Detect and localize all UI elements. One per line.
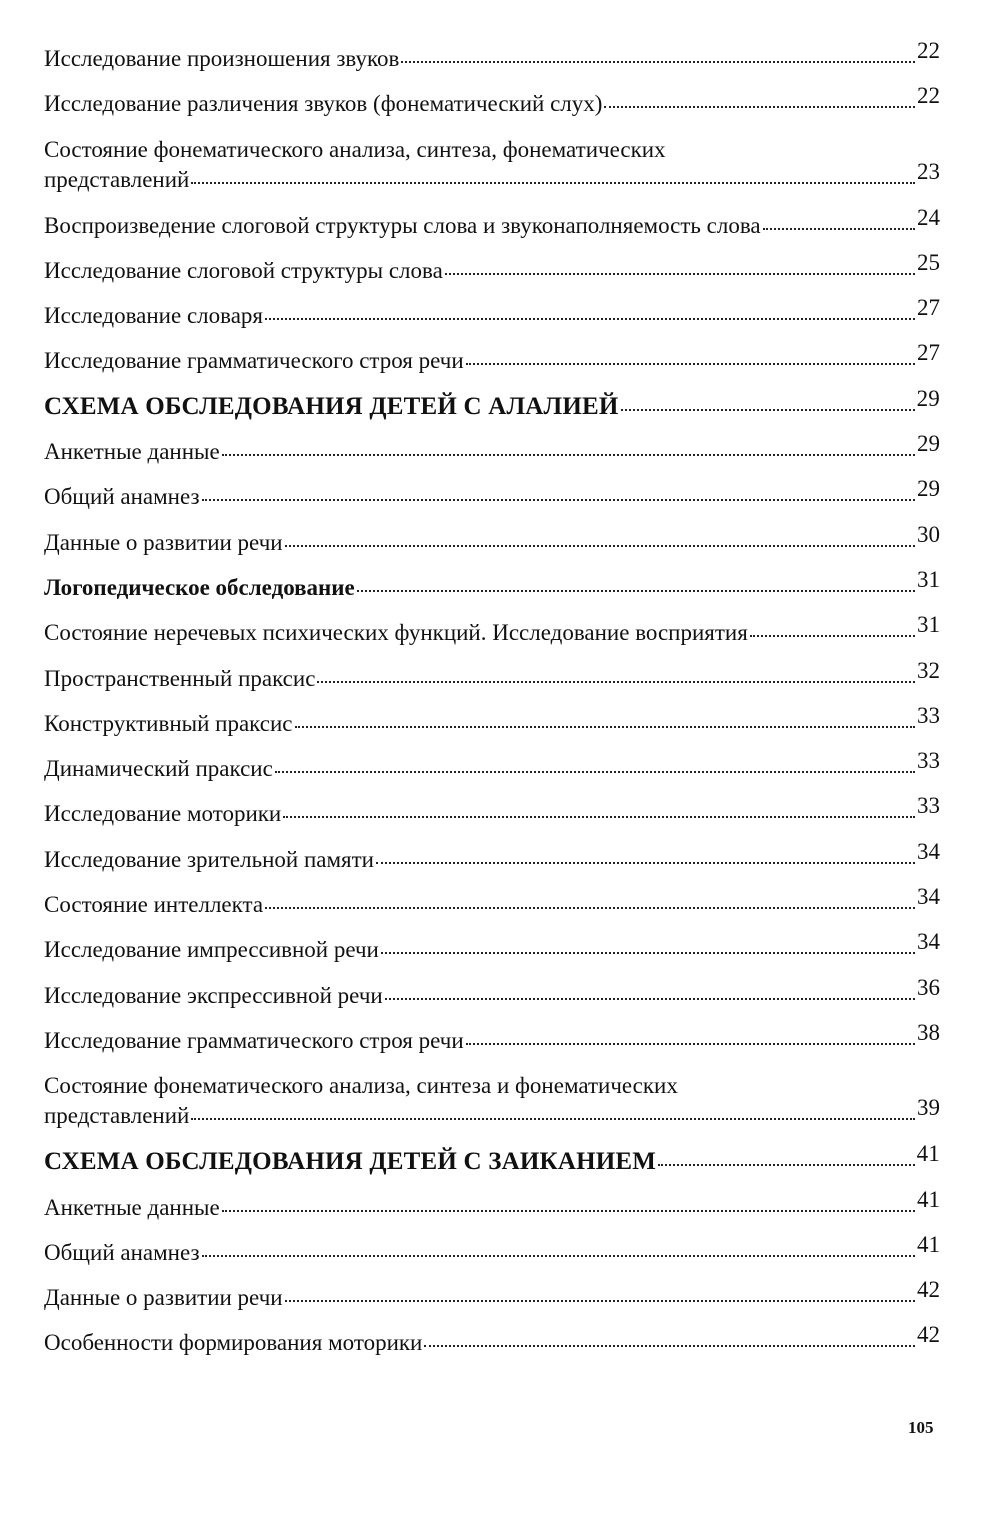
toc-entry-page: 22 (917, 38, 940, 63)
toc-entry-title: Общий анамнез (44, 1239, 200, 1265)
dot-leader (317, 681, 915, 683)
dot-leader (222, 454, 915, 456)
dot-leader (381, 952, 915, 954)
toc-entry-title: Динамический праксис (44, 756, 273, 782)
toc-subheading (44, 566, 940, 603)
dot-leader (401, 61, 915, 63)
toc-entry (44, 431, 940, 467)
dot-leader (265, 907, 915, 909)
toc-entry-page: 41 (917, 1186, 940, 1212)
toc-entry-title: Общий анамнез (44, 484, 200, 510)
toc-entry-title: Исследование зрительной памяти (44, 846, 374, 872)
toc-entry-title: Исследование произношения звуков (44, 46, 400, 71)
toc-entry-title: Исследование слоговой структуры слова (44, 257, 443, 283)
toc-entry-title-line1: Состояние фонематического анализа, синтеза и фонематических (44, 1073, 678, 1099)
dot-leader (466, 1043, 915, 1045)
toc-entry-page: 29 (917, 431, 940, 457)
dot-leader (285, 1300, 915, 1302)
toc-entry-title: представлений (44, 166, 190, 192)
toc-entry-page: 31 (917, 566, 940, 592)
toc-entry-title: Исследование словаря (44, 303, 263, 329)
toc-entry-page: 32 (917, 657, 940, 683)
toc-entry (44, 1071, 940, 1131)
toc-entry (44, 1186, 940, 1223)
toc-section-heading (44, 1141, 940, 1177)
toc-entry-page: 38 (917, 1019, 940, 1045)
toc-entry (44, 1231, 940, 1268)
toc-entry-title: Исследование грамматического строя речи (44, 1027, 464, 1053)
toc-heading-title: СХЕМА ОБСЛЕДОВАНИЯ ДЕТЕЙ С АЛАЛИЕЙ (44, 392, 619, 420)
toc-entry-page: 34 (917, 929, 940, 955)
toc-entry (44, 340, 940, 376)
toc-entry-title: Анкетные данные (44, 1194, 220, 1220)
dot-leader (357, 590, 915, 592)
toc-entry-title: Пространственный праксис (44, 665, 316, 691)
toc-entry-title: Воспроизведение слоговой структуры слова и звуконаполняемость слова (44, 212, 761, 238)
toc-entry (44, 83, 940, 119)
toc-entry-title: Исследование различения звуков (фонематический слух) (44, 91, 603, 117)
toc-entry-page: 29 (916, 385, 940, 411)
toc-entry (44, 929, 940, 965)
toc-entry (44, 838, 940, 875)
dot-leader (202, 499, 915, 501)
toc-entry (44, 748, 940, 784)
toc-entry-page: 30 (917, 521, 940, 547)
toc-entry-page: 33 (917, 702, 940, 728)
dot-leader (283, 816, 915, 818)
toc-entry (44, 702, 940, 739)
toc-entry (44, 884, 940, 920)
toc-entry-title: Особенности формирования моторики (44, 1330, 423, 1356)
dot-leader (191, 182, 915, 184)
toc-entry (44, 1277, 940, 1313)
dot-leader (750, 635, 915, 637)
dot-leader (385, 998, 915, 1000)
toc-entry-title: Исследование экспрессивной речи (44, 982, 383, 1008)
toc-entry-page: 33 (917, 793, 940, 819)
dot-leader (445, 273, 915, 275)
toc-entry (44, 657, 940, 694)
toc-entry-page: 41 (916, 1141, 940, 1167)
toc-entry-page: 24 (917, 204, 940, 230)
toc-entry (44, 521, 940, 558)
toc-entry-title: Данные о развитии речи (44, 1285, 283, 1311)
toc-entry-page: 29 (917, 476, 940, 502)
toc-entry (44, 1019, 940, 1056)
dot-leader (222, 1210, 915, 1212)
toc-entry (44, 793, 940, 829)
toc-entry-title: Исследование грамматического строя речи (44, 348, 464, 374)
toc-entry (44, 204, 940, 241)
dot-leader (265, 318, 915, 320)
dot-leader (191, 1118, 915, 1120)
dot-leader (604, 106, 915, 108)
toc-entry (44, 476, 940, 512)
dot-leader (658, 1164, 915, 1166)
toc-entry-page: 27 (917, 295, 940, 321)
toc-entry-page: 41 (917, 1231, 940, 1257)
dot-leader (295, 726, 916, 728)
toc-entry (44, 135, 940, 195)
toc-entry-page: 33 (917, 748, 940, 774)
toc-entry-title: Исследование моторики (44, 801, 282, 827)
toc-entry-page: 36 (917, 974, 940, 1000)
toc-entry-page: 23 (917, 158, 940, 184)
toc-entry-title: Состояние интеллекта (44, 892, 264, 918)
dot-leader (763, 228, 915, 230)
toc-entry (44, 38, 940, 74)
toc-entry-page: 34 (917, 884, 940, 910)
toc-subheading-title: Логопедическое обследование (44, 574, 355, 600)
dot-leader (621, 409, 915, 411)
toc-entry-title: Данные о развитии речи (44, 529, 283, 555)
toc-entry (44, 249, 940, 286)
table-of-contents (44, 38, 940, 1374)
toc-entry-page: 42 (917, 1322, 940, 1348)
toc-entry-page: 27 (917, 340, 940, 366)
toc-entry-page: 22 (917, 83, 940, 109)
dot-leader (376, 862, 915, 864)
toc-entry-page: 34 (917, 838, 940, 864)
toc-entry-page: 31 (917, 612, 940, 638)
toc-entry-page: 42 (917, 1277, 940, 1303)
dot-leader (285, 545, 915, 547)
toc-entry-title: представлений (44, 1103, 190, 1129)
toc-entry-title-line1: Состояние фонематического анализа, синтеза, фонематических (44, 136, 666, 162)
toc-entry (44, 295, 940, 331)
dot-leader (466, 363, 915, 365)
toc-entry (44, 612, 940, 648)
toc-entry (44, 1322, 940, 1358)
toc-entry-page: 39 (917, 1095, 940, 1121)
toc-entry-page: 25 (917, 249, 940, 275)
dot-leader (424, 1345, 915, 1347)
dot-leader (202, 1255, 915, 1257)
toc-entry-title: Анкетные данные (44, 439, 220, 465)
toc-entry-title: Исследование импрессивной речи (44, 937, 379, 963)
toc-entry-title: Состояние неречевых психических функций. Исследование восприятия (44, 620, 748, 646)
toc-entry-title: Конструктивный праксис (44, 710, 293, 736)
page-number: 105 (908, 1418, 934, 1437)
dot-leader (275, 771, 915, 773)
toc-section-heading (44, 385, 940, 422)
toc-entry (44, 974, 940, 1011)
toc-heading-title: СХЕМА ОБСЛЕДОВАНИЯ ДЕТЕЙ С ЗАИКАНИЕМ (44, 1148, 657, 1176)
